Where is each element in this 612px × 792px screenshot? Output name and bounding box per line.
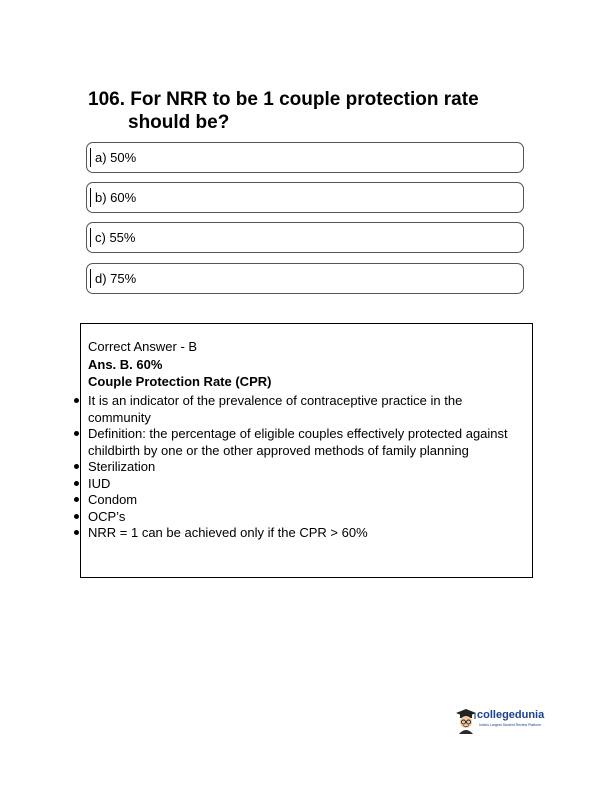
question-number: 106. [88,89,125,110]
explanation-heading: Couple Protection Rate (CPR) [88,374,272,389]
question-text-line1: For NRR to be 1 couple protection rate [130,89,479,110]
graduate-mascot-icon [455,708,477,734]
bullet-item: IUD [88,476,513,493]
option-divider [90,228,91,247]
correct-answer-text: Correct Answer - B [88,339,198,354]
option-a-label: a) 50% [95,150,137,165]
option-b-label: b) 60% [95,190,137,205]
option-c-label: c) 55% [95,230,136,245]
answer-explanation-box [80,323,533,578]
option-divider [90,148,91,167]
logo-tagline: India's Largest Student Review Platform [479,723,542,727]
bullet-dot-icon [74,514,79,519]
collegedunia-logo [455,706,565,736]
option-a[interactable] [86,142,524,173]
bullet-dot-icon [74,431,79,436]
question-text-line2: should be? [128,112,230,133]
option-b[interactable] [86,182,524,213]
bullet-dot-icon [74,464,79,469]
bullet-item: Definition: the percentage of eligible couples effectively protected against childbirth by one or the other approved methods of family planning [88,426,513,459]
explanation-bullet-list [88,393,513,542]
answer-value: Ans. B. 60% [88,357,163,372]
logo-brand-text: collegedunia [477,709,545,721]
bullet-dot-icon [74,497,79,502]
option-d-label: d) 75% [95,271,137,286]
bullet-dot-icon [74,530,79,535]
question-title [88,88,528,134]
bullet-item: Condom [88,492,513,509]
option-divider [90,269,91,288]
option-c[interactable] [86,222,524,253]
bullet-item: Sterilization [88,459,513,476]
bullet-item: It is an indicator of the prevalence of contraceptive practice in the community [88,393,513,426]
bullet-item: NRR = 1 can be achieved only if the CPR > 60% [88,525,513,542]
option-divider [90,188,91,207]
option-d[interactable] [86,263,524,294]
bullet-item: OCP’s [88,509,513,526]
bullet-dot-icon [74,481,79,486]
bullet-dot-icon [74,398,79,403]
